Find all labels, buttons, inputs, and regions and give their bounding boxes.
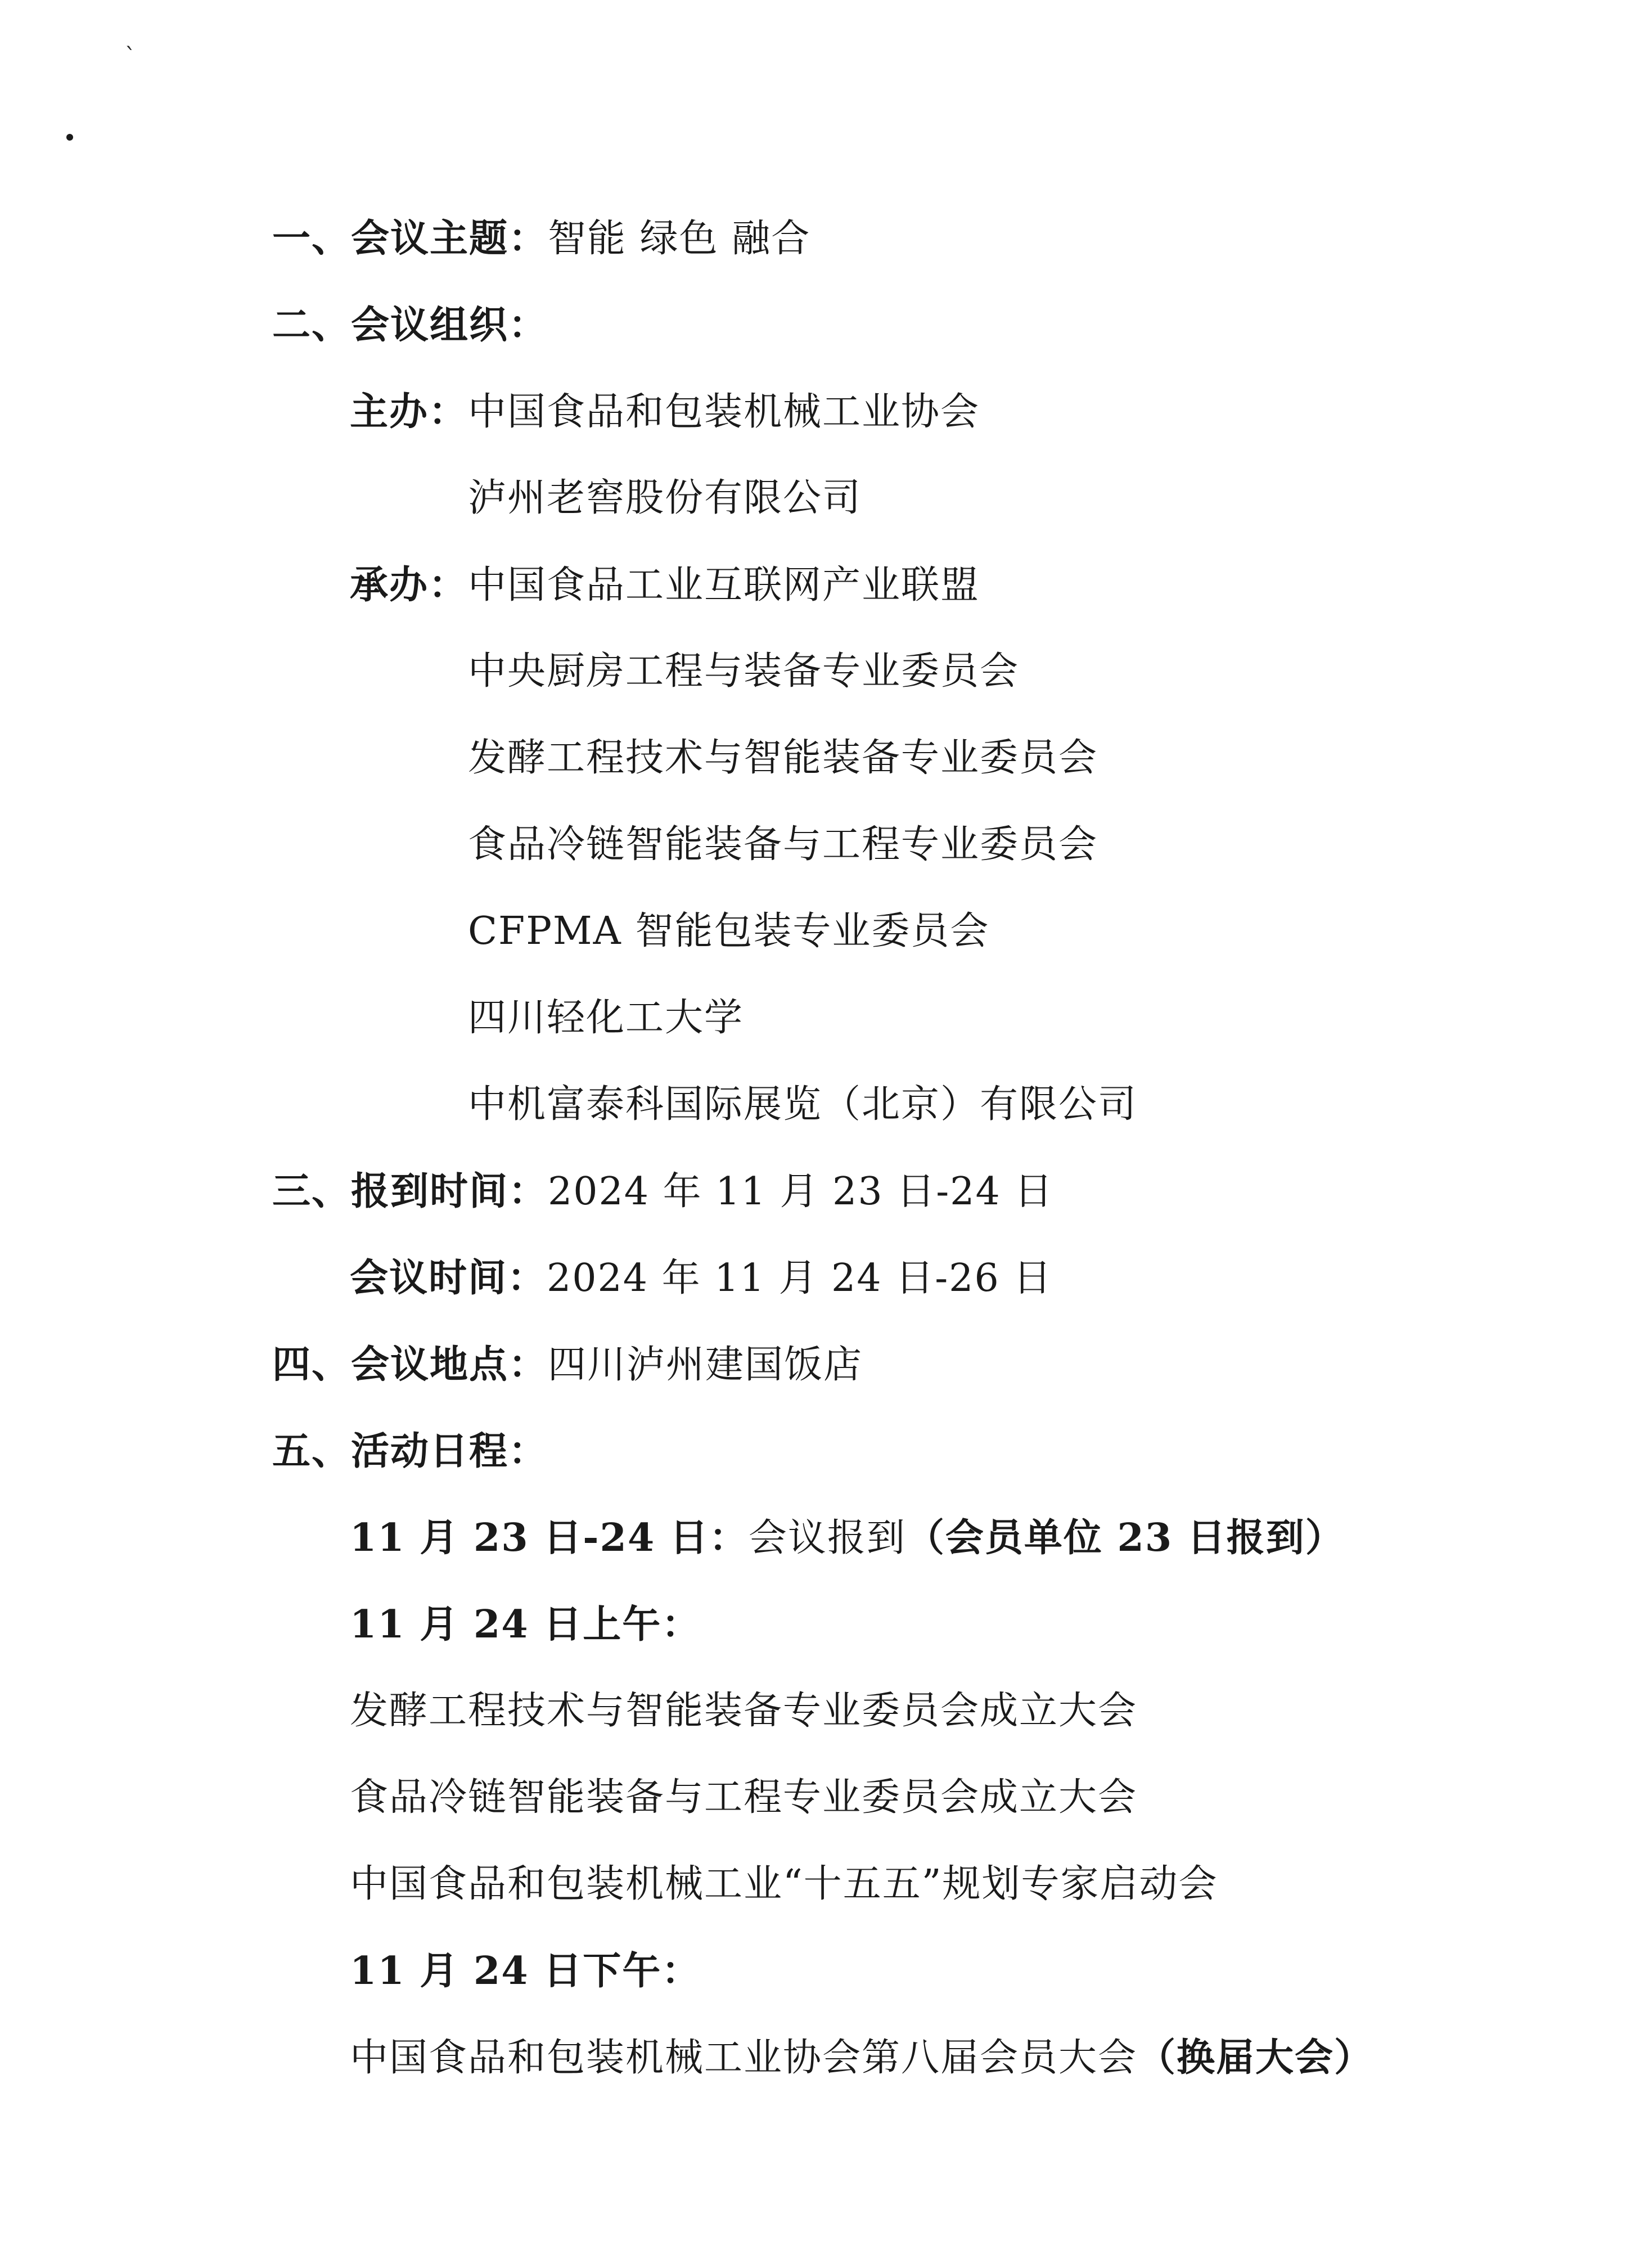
registration-line xyxy=(350,1515,1345,1561)
organizer-item: 四川轻化工大学 xyxy=(468,996,744,1040)
registration-date: 11 月 23 日-24 日： xyxy=(350,1515,749,1560)
section-5-heading: 五、活动日程： xyxy=(272,1429,548,1474)
organizer-item: 中央厨房工程与装备专业委员会 xyxy=(468,649,1020,694)
organizer-label: 承办： xyxy=(350,562,468,608)
organizer-item: 食品冷链智能装备与工程专业委员会 xyxy=(468,822,1098,867)
scan-dot xyxy=(66,134,73,141)
host-item: 中国食品和包装机械工业协会 xyxy=(468,390,980,434)
venue-value: 四川泸州建国饭店 xyxy=(548,1343,863,1387)
registration-text: 会议报到 xyxy=(748,1516,906,1560)
morning-item: 食品冷链智能装备与工程专业委员会成立大会 xyxy=(350,1775,1138,1820)
organizer-item: CFPMA 智能包装专业委员会 xyxy=(468,909,990,953)
checkin-value: 2024 年 11 月 23 日-24 日 xyxy=(548,1169,1054,1214)
section-3-heading: 三、报到时间： xyxy=(272,1169,548,1214)
host-line-1 xyxy=(350,389,980,435)
afternoon-note: （换届大会） xyxy=(1137,2035,1374,2080)
morning-item: 中国食品和包装机械工业“十五五”规划专家启动会 xyxy=(350,1862,1218,1906)
organizer-item: 发酵工程技术与智能装备专业委员会 xyxy=(468,736,1098,780)
meeting-time-label: 会议时间： xyxy=(350,1256,547,1300)
organizer-item: 中机富泰科国际展览（北京）有限公司 xyxy=(468,1082,1138,1127)
section-1-heading: 一、会议主题： xyxy=(272,216,548,261)
scan-mark: ˋ xyxy=(125,44,136,70)
organizer-line-1 xyxy=(350,562,980,608)
section-4-heading: 四、会议地点： xyxy=(272,1342,548,1387)
meeting-time-value: 2024 年 11 月 24 日-26 日 xyxy=(547,1256,1053,1300)
section-1-value: 智能 绿色 融合 xyxy=(548,217,811,261)
morning-item: 发酵工程技术与智能装备专业委员会成立大会 xyxy=(350,1689,1138,1733)
meeting-time-line xyxy=(350,1256,1052,1301)
host-item: 泸州老窖股份有限公司 xyxy=(468,476,862,520)
registration-note: （会员单位 23 日报到） xyxy=(905,1515,1345,1560)
organizer-item: 中国食品工业互联网产业联盟 xyxy=(468,563,980,608)
afternoon-item: 中国食品和包装机械工业协会第八届会员大会 xyxy=(350,2036,1138,2080)
afternoon-label: 11 月 24 日下午： xyxy=(350,1948,701,1994)
section-3-line xyxy=(272,1169,1053,1214)
section-2-heading: 二、会议组织： xyxy=(272,303,548,348)
host-label: 主办： xyxy=(350,389,468,434)
afternoon-line xyxy=(350,2035,1373,2081)
section-4-line xyxy=(272,1342,863,1388)
section-1-line xyxy=(272,216,810,262)
morning-label: 11 月 24 日上午： xyxy=(350,1602,701,1647)
